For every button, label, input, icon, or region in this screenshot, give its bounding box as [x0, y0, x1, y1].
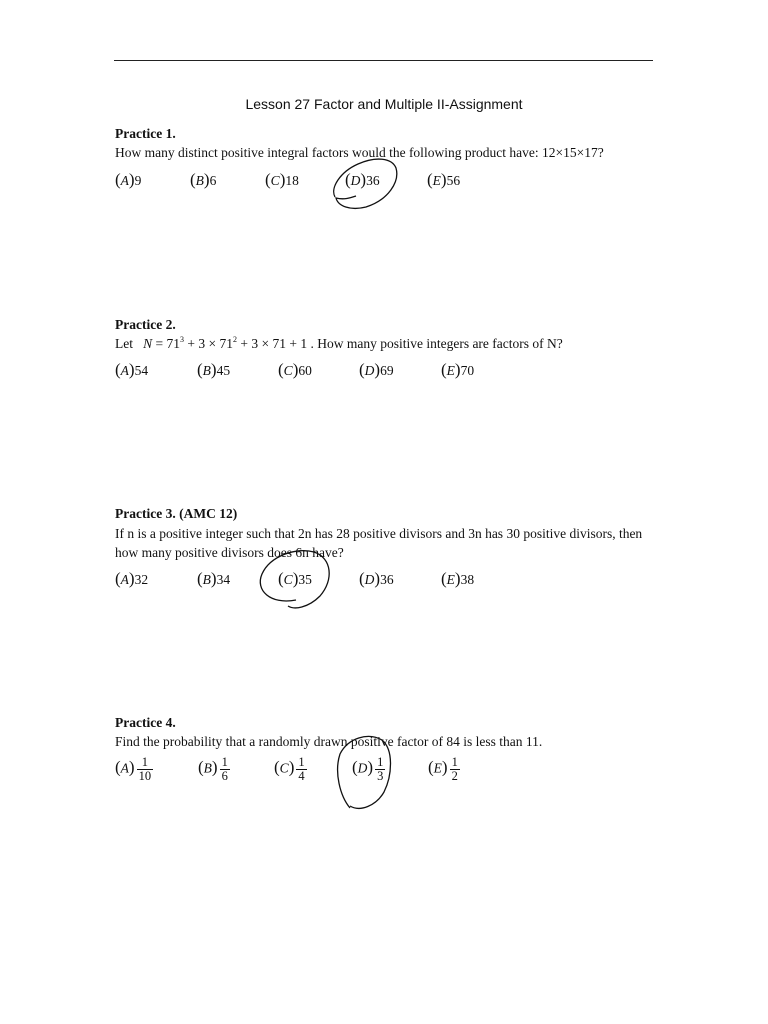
option-a: (A)32 [115, 569, 149, 588]
practice-4-question: Find the probability that a randomly drawn positive factor of 84 is less than 11. [115, 734, 543, 749]
option-e: (E)70 [441, 360, 475, 379]
option-e: (E) $\frac{1}{2}$ [428, 755, 458, 783]
practice-3-heading: Practice 3. (AMC 12) [115, 506, 238, 521]
option-b: (B) $\frac{1}{6}$ [198, 755, 228, 783]
option-e: (E)56 [427, 170, 461, 189]
option-a: (A)54 [115, 360, 149, 379]
option-b: (B)6 [190, 170, 217, 189]
practice-2-heading: Practice 2. [115, 317, 176, 332]
option-a: (A) $\frac{1}{10}$ [115, 755, 152, 783]
fraction: $\frac{1}{2}$ [451, 755, 458, 783]
practice-2-question: Let $N = 71^3 + 3 \times 71^2 + 3 \times 71 + 1$ . How many positive integers are factors of N? [115, 335, 563, 351]
option-a: (A)9 [115, 170, 142, 189]
fraction: $\frac{1}{10}$ [138, 755, 152, 783]
option-d: (D)69 [359, 360, 394, 379]
option-d: (D) $\frac{1}{3}$ [352, 755, 384, 783]
header-rule [114, 60, 653, 61]
fraction: $\frac{1}{6}$ [221, 755, 228, 783]
practice-1-heading: Practice 1. [115, 126, 176, 141]
option-b: (B)34 [197, 569, 231, 588]
option-c: (C)18 [265, 170, 299, 189]
option-c: (C)60 [278, 360, 312, 379]
option-c: (C) $\frac{1}{4}$ [274, 755, 305, 783]
option-e: (E)38 [441, 569, 475, 588]
practice-3-question-line-1: If n is a positive integer such that 2n has 28 positive divisors and 3n has 30 positive divisors, then [115, 526, 643, 541]
option-b: (B)45 [197, 360, 231, 379]
option-c: (C)35 [278, 569, 312, 588]
practice-4-heading: Practice 4. [115, 715, 176, 730]
practice-3-question-line-2: how many positive divisors does 6n have? [115, 545, 344, 560]
practice-1-question: How many distinct positive integral factors would the following product have: 12×15×17? [115, 145, 604, 160]
option-d: (D)36 [345, 170, 380, 189]
fraction: $\frac{1}{4}$ [298, 755, 305, 783]
page-title: Lesson 27 Factor and Multiple II-Assignment [245, 96, 523, 112]
fraction: $\frac{1}{3}$ [377, 755, 384, 783]
option-d: (D)36 [359, 569, 394, 588]
